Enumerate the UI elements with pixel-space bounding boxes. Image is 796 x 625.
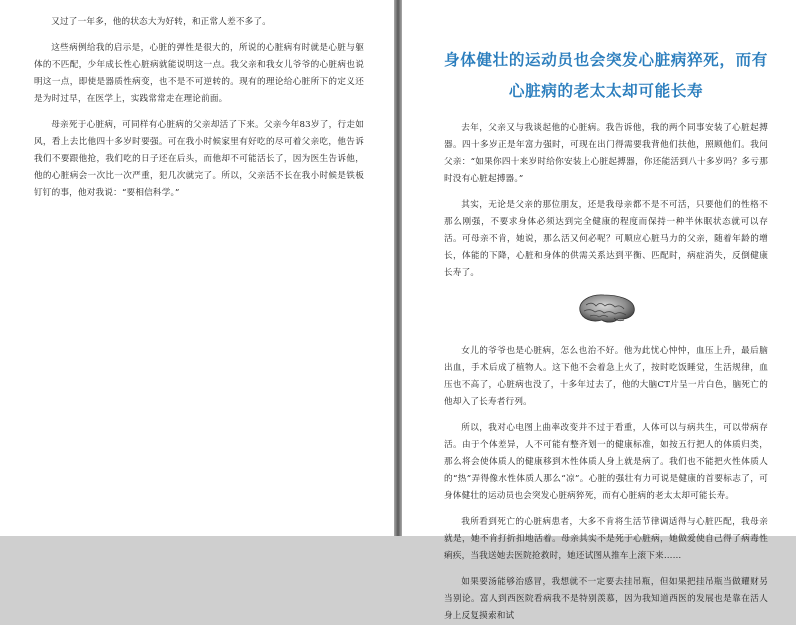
left-page <box>0 0 394 536</box>
left-paragraph-1: 又过了一年多，他的状态大为好转，和正常人差不多了。 <box>51 17 272 27</box>
right-paragraph-1: 去年，父亲又与我谈起他的心脏病。我告诉他，我的两个同事安装了心脏起搏器。四十多岁正是年富力强时，可现在出门得需要我背他们扶他，照顾他们。我问父亲：“如果你四十来岁时给你安装上心脏起搏器，你还能活到八十多岁吗？多亏那时没有心脏起搏器。” <box>444 123 768 184</box>
brain-illustration <box>444 291 768 325</box>
brain-icon <box>574 291 638 325</box>
left-paragraph-3: 母亲死于心脏病，可同样有心脏病的父亲却活了下来。父亲今年83岁了，行走如风，看上去比他四十多岁时要强。可在我小时候家里有好吃的尽可着父亲吃，他告诉我们不要跟他抢，我们吃的日子还在后头，而他却不可能活长了，因为医生告诉他，他的心脏病会一次比一次严重，犯几次就完了。所以，父亲活不长在我小时候是铁板钉钉的事，他对我说：“要相信科学。” <box>34 120 364 198</box>
left-paragraph-2: 这些病例给我的启示是，心脏的弹性是很大的，所说的心脏病有时就是心脏与躯体的不匹配，少年成长性心脏病就能说明这一点。我父亲和我女儿爷爷的心脏病也说明这一点，即使是器质性病变，也不是不可逆转的。现有的理论给心脏所下的定义还是为时过早，在医学上，实践常常走在理论前面。 <box>34 43 364 104</box>
right-paragraph-5: 我所看到死亡的心脏病患者，大多不肯将生活节律调适得与心脏匹配，我母亲就是，她不肯打折扣地活着。母亲其实不是死于心脏病，她做爱使自己得了病毒性痢疾，当我送她去医院抢救时，她还试图从推车上滚下来…… <box>444 517 768 561</box>
book-gutter <box>394 0 402 536</box>
chapter-title: 身体健壮的运动员也会突发心脏病猝死，而有心脏病的老太太却可能长寿 <box>444 50 768 100</box>
right-paragraph-4: 所以，我对心电图上曲率改变并不过于看重，人体可以与病共生，可以带病存活。由于个体差异，人不可能有整齐划一的健康标准，如按五行把人的体质归类，那么将会使体质人的健康移到木性体质人身上就是病了。我们也不能把火性体质人的“热”弄得像水性体质人那么“凉”。心脏的强壮有力可说是健康的首要标志了，可身体健壮的运动员也会突发心脏病猝死，而有心脏病的老太太却可能长寿。 <box>444 423 768 501</box>
right-paragraph-3: 女儿的爷爷也是心脏病，怎么也治不好。他为此忧心忡忡，血压上升，最后脑出血，手术后成了植物人。这下他不会着急上火了，按时吃饭睡觉，生活规律，血压也不高了，心脏病也没了，十多年过去了，他的大脑CT片呈一片白色，脑死亡的他却入了长寿者行列。 <box>444 346 768 407</box>
right-paragraph-2: 其实，无论是父亲的那位朋友，还是我母亲都不是不可活，只要他们的性格不那么刚强，不要求身体必须达到完全健康的程度而保持一种半休眠状态就可以存活。可母亲不肯，她说，那么活又何必呢？可顺应心脏马力的父亲，随着年龄的增长，体能的下降，心脏和身体的供需关系达到平衡、匹配时，病症消失，反倒健康长寿了。 <box>444 200 768 278</box>
right-paragraph-6: 如果要汤能够治感冒，我想就不一定要去挂吊瓶，但如果把挂吊瓶当做耀财另当别论。富人到西医院看病我不是特别羡慕，因为我知道西医的发展也是靠在活人身上反复摸索和试 <box>444 577 768 621</box>
right-page <box>402 0 796 621</box>
